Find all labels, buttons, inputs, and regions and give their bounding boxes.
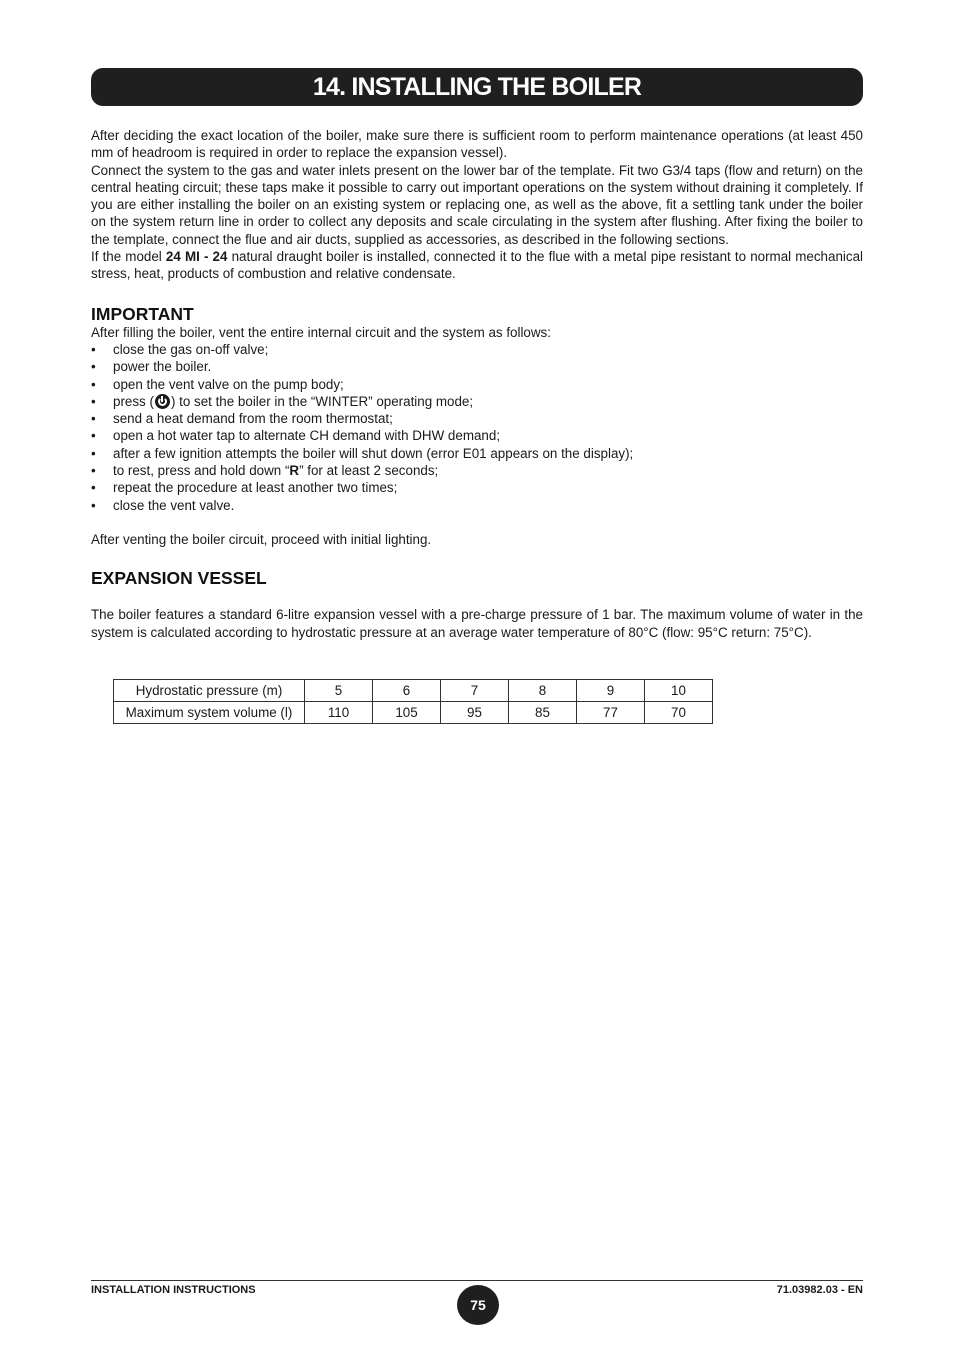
- table-cell: 105: [373, 702, 441, 724]
- list-item: • after a few ignition attempts the boiler will shut down (error E01 appears on the display);: [91, 445, 863, 462]
- list-item: • repeat the procedure at least another two times;: [91, 479, 863, 496]
- page-number: 75: [457, 1285, 499, 1325]
- press-text-after: ) to set the boiler in the “WINTER” operating mode;: [170, 393, 474, 409]
- table-row-label: Maximum system volume (l): [114, 702, 305, 724]
- intro-paragraph-1: After deciding the exact location of the boiler, make sure there is sufficient room to perform maintenance operations (at least 450 mm of headroom is required in order to replace the expansion vessel).: [91, 128, 863, 161]
- intro-p3-before: If the model: [91, 249, 166, 265]
- venting-steps-list: [91, 341, 863, 514]
- intro-paragraph-2: Connect the system to the gas and water inlets present on the lower bar of the template. Fit two G3/4 taps (flow and return) on the central heating circuit; these taps make it possible to carry out important operations on the system without draining it completely. If you are either installing the boiler on an existing system or replacing one, as well as the above, fit a settling tank under the boiler on the system return line in order to collect any deposits and scale circulating in the system after flushing. After fixing the boiler to the template, connect the flue and air ducts, supplied as accessories, as described in the following sections.: [91, 162, 863, 247]
- list-item: • power the boiler.: [91, 358, 863, 375]
- table-row-label: Hydrostatic pressure (m): [114, 680, 305, 702]
- footer-doc-code: 71.03982.03 - EN: [776, 1284, 863, 1296]
- list-item: [91, 393, 863, 410]
- table-row: [114, 702, 713, 724]
- reset-text-after: ” for at least 2 seconds;: [299, 463, 439, 479]
- expansion-vessel-heading: EXPANSION VESSEL: [91, 568, 267, 589]
- list-item: • close the gas on-off valve;: [91, 341, 863, 358]
- press-text-before: press (: [113, 393, 154, 409]
- list-item: • send a heat demand from the room thermostat;: [91, 410, 863, 427]
- table-cell: 9: [577, 680, 645, 702]
- table-cell: 110: [305, 702, 373, 724]
- table-cell: 77: [577, 702, 645, 724]
- table-cell: 85: [509, 702, 577, 724]
- footer-divider: [91, 1280, 863, 1281]
- table-cell: 8: [509, 680, 577, 702]
- table-cell: 6: [373, 680, 441, 702]
- expansion-vessel-text: The boiler features a standard 6-litre expansion vessel with a pre-charge pressure of 1 bar. The maximum volume of water in the system is calculated according to hydrostatic pressure at an average water temperature of 80°C (flow: 95°C return: 75°C).: [91, 607, 863, 640]
- main-content: [91, 127, 863, 641]
- list-item: • open a hot water tap to alternate CH demand with DHW demand;: [91, 427, 863, 444]
- intro-paragraph-3: [91, 248, 863, 283]
- list-item: • close the vent valve.: [91, 497, 863, 514]
- reset-key: R: [289, 463, 300, 479]
- important-lead: After filling the boiler, vent the entire internal circuit and the system as follows:: [91, 324, 551, 340]
- footer-doc-type: INSTALLATION INSTRUCTIONS: [91, 1284, 256, 1296]
- volume-table: [113, 679, 713, 724]
- intro-p3-after: natural draught boiler is installed, connected it to the flue with a metal pipe resistant to normal mechanical stress, heat, products of combustion and relative condensate.: [91, 249, 863, 282]
- power-icon: [155, 394, 170, 409]
- table-cell: 95: [441, 702, 509, 724]
- table-cell: 7: [441, 680, 509, 702]
- table-cell: 10: [645, 680, 713, 702]
- page-title: 14. INSTALLING THE BOILER: [91, 68, 863, 106]
- table-cell: 5: [305, 680, 373, 702]
- table-row: [114, 680, 713, 702]
- table-cell: 70: [645, 702, 713, 724]
- important-closing: After venting the boiler circuit, proceed with initial lighting.: [91, 531, 432, 547]
- list-item: [91, 462, 863, 479]
- important-heading: IMPORTANT: [91, 303, 194, 324]
- list-item: • open the vent valve on the pump body;: [91, 376, 863, 393]
- model-name: 24 MI - 24: [165, 249, 228, 265]
- reset-text-before: to rest, press and hold down “: [113, 463, 290, 479]
